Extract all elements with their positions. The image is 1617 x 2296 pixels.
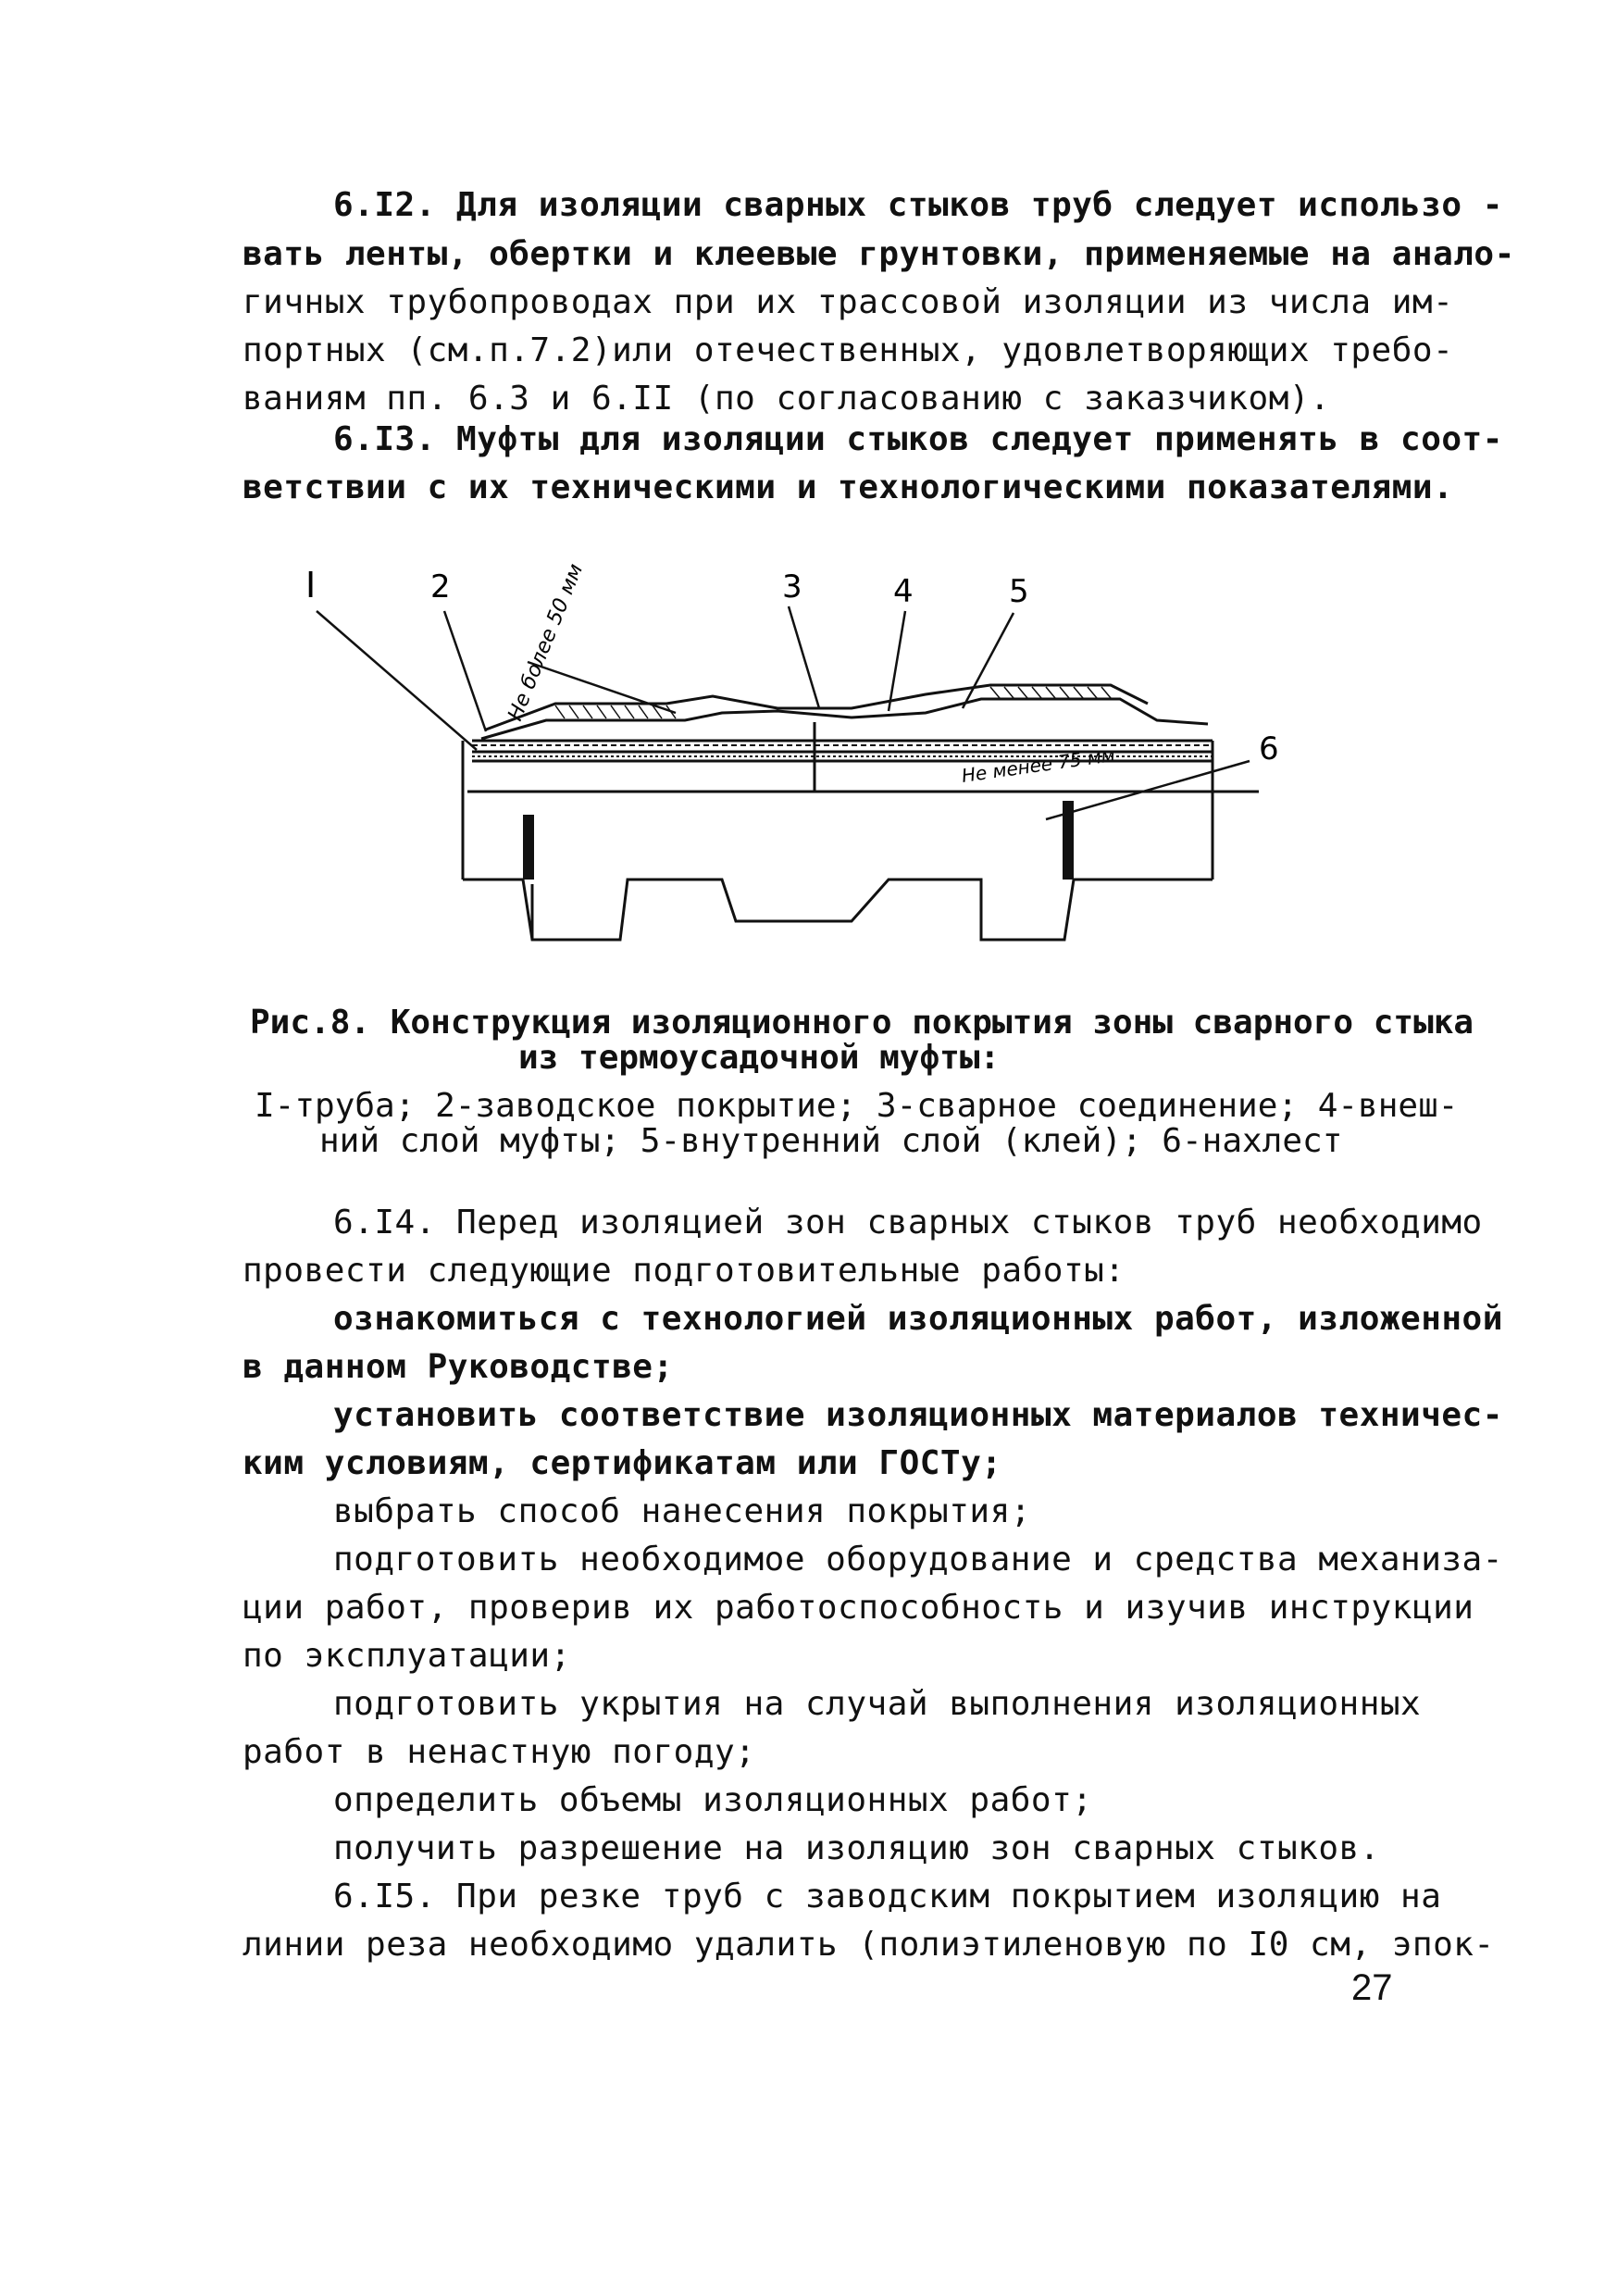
text-line: получить разрешение на изоляцию зон сварных стыков. (333, 1829, 1380, 1867)
callout-6: 6 (1259, 730, 1279, 767)
text-line: установить соответствие изоляционных материалов техничес- (333, 1396, 1503, 1434)
text-line: 6.I2. Для изоляции сварных стыков труб следует использо - (333, 186, 1503, 224)
text-line: подготовить укрытия на случай выполнения изоляционных (333, 1685, 1422, 1723)
handwritten-note: Не более 50 мм (504, 560, 589, 725)
text-line: выбрать способ нанесения покрытия; (333, 1492, 1031, 1530)
text-line: линии реза необходимо удалить (полиэтиленовую по I0 см, эпок- (243, 1926, 1495, 1964)
text-line: ветствии с их техническими и технологическими показателями. (243, 468, 1454, 506)
text-line: провести следующие подготовительные работы: (243, 1252, 1126, 1290)
page-number: 27 (1351, 1967, 1393, 2008)
text-line: работ в ненастную погоду; (243, 1733, 756, 1771)
callout-1: I (305, 565, 317, 605)
text-line: 6.I3. Муфты для изоляции стыков следует применять в соот- (333, 420, 1503, 458)
text-line: ким условиям, сертификатам или ГОСТу; (243, 1444, 1002, 1482)
text-line: по эксплуатации; (243, 1637, 571, 1675)
callout-3: 3 (782, 568, 802, 605)
callout-5: 5 (1009, 573, 1029, 610)
text-line: портных (см.п.7.2)или отечественных, удовлетворяющих требо- (243, 331, 1454, 369)
text-line: ознакомиться с технологией изоляционных работ, изложенной (333, 1300, 1503, 1338)
caption-legend-line-2: ний слой муфты; 5-внутренний слой (клей); 6-нахлест (319, 1122, 1343, 1160)
text-line: подготовить необходимое оборудование и средства механиза- (333, 1541, 1503, 1578)
heat-shrink-sleeve-diagram (278, 555, 1314, 944)
callout-2: 2 (430, 568, 451, 605)
text-line: определить объемы изоляционных работ; (333, 1781, 1093, 1819)
text-line: ции работ, проверив их работоспособность и изучив инструкции (243, 1589, 1474, 1627)
text-line: гичных трубопроводах при их трассовой изоляции из числа им- (243, 283, 1454, 321)
text-line: 6.I5. При резке труб с заводским покрытием изоляцию на (333, 1878, 1442, 1915)
text-line: вать ленты, обертки и клеевые грунтовки, применяемые на анало- (243, 235, 1515, 273)
callout-4: 4 (893, 573, 914, 610)
text-line: 6.I4. Перед изоляцией зон сварных стыков труб необходимо (333, 1204, 1483, 1242)
caption-title-line-1: Рис.8. Конструкция изоляционного покрытия зоны сварного стыка (250, 1004, 1474, 1042)
text-line: в данном Руководстве; (243, 1348, 674, 1386)
text-line: ваниям пп. 6.3 и 6.II (по согласованию с заказчиком). (243, 380, 1331, 418)
dimension-note: Не менее 75 мм (960, 742, 1117, 787)
caption-title-line-2: из термоусадочной муфты: (518, 1039, 1001, 1077)
caption-legend-line-1: I-труба; 2-заводское покрытие; 3-сварное соединение; 4-внеш- (255, 1087, 1459, 1125)
